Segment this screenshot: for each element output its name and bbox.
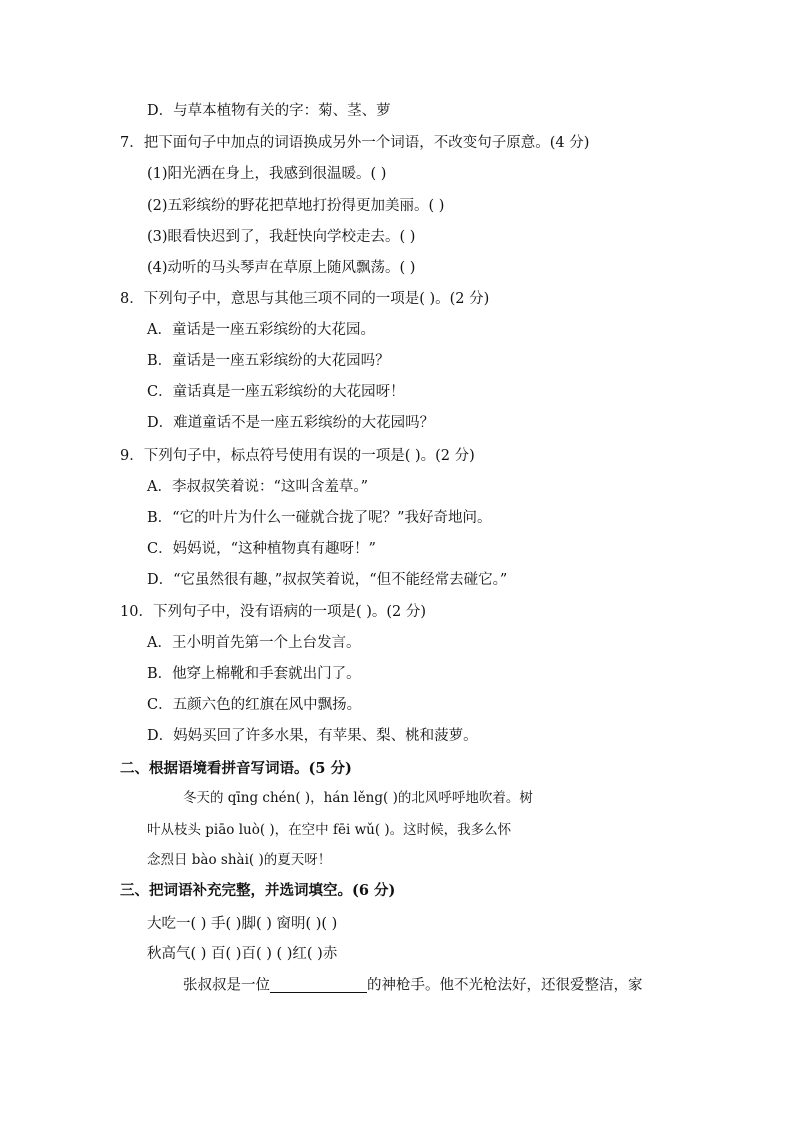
q9-option-b: B．“它的叶片为什么一碰就合拢了呢？”我好奇地问。 (147, 510, 492, 526)
q7-item-4: (4)动听的马头琴声在草原上随风飘荡。( ) (147, 260, 416, 276)
q10-option-c: C．五颜六色的红旗在风中飘扬。 (147, 697, 362, 713)
q9-option-a: A．李叔叔笑着说：“这叫含羞草。” (147, 479, 369, 495)
question-8: 8．下列句子中，意思与其他三项不同的一项是( )。(2 分) (120, 291, 490, 307)
q10-option-b: B．他穿上棉靴和手套就出门了。 (147, 666, 361, 682)
option-6d: D．与草本植物有关的字：菊、茎、萝 (147, 103, 391, 119)
fill-sentence-start: 张叔叔是一位 (183, 977, 270, 994)
pinyin-paragraph-line-3: 念烈日 bào shài( )的夏天呀！ (147, 852, 332, 868)
pinyin-paragraph-line-2: 叶从枝头 piāo luò( )，在空中 fēi wǔ( )。这时候，我多么怀 (147, 822, 512, 838)
fill-sentence-end: 的神枪手。他不光枪法好，还很爱整洁，家 (367, 977, 643, 994)
q10-option-a: A．王小明首先第一个上台发言。 (147, 635, 361, 651)
section-3-heading: 三、把词语补充完整，并选词填空。(6 分) (120, 882, 396, 899)
q7-item-3: (3)眼看快迟到了，我赶快向学校走去。( ) (147, 229, 416, 245)
question-7: 7．把下面句子中加点的词语换成另外一个词语，不改变句子原意。(4 分) (120, 135, 590, 151)
q9-option-d: D．“它虽然很有趣，”叔叔笑着说，“但不能经常去碰它。” (147, 572, 508, 588)
q9-option-c: C．妈妈说，“这种植物真有趣呀！” (147, 541, 376, 557)
q8-option-d: D．难道童话不是一座五彩缤纷的大花园吗？ (147, 415, 435, 431)
q10-option-d: D．妈妈买回了许多水果，有苹果、梨、桃和菠萝。 (147, 728, 478, 744)
pinyin-paragraph-line-1: 冬天的 qīng chén( )，hán lěng( )的北风呼呼地吹着。树 (183, 790, 533, 806)
question-10: 10．下列句子中，没有语病的一项是( )。(2 分) (120, 604, 427, 620)
idiom-row-2: 秋高气( ) 百( )百( ) ( )红( )赤 (147, 946, 338, 962)
idiom-row-1: 大吃一( ) 手( )脚( ) 窗明( )( ) (147, 916, 338, 932)
q8-option-c: C．童话真是一座五彩缤纷的大花园呀！ (147, 384, 405, 400)
section-2-heading: 二、根据语境看拼音写词语。(5 分) (120, 760, 352, 777)
q7-item-2: (2)五彩缤纷的野花把草地打扮得更加美丽。( ) (147, 198, 445, 214)
question-9: 9．下列句子中，标点符号使用有误的一项是( )。(2 分) (120, 448, 475, 464)
fill-sentence (183, 978, 643, 993)
q7-item-1: (1)阳光洒在身上，我感到很温暖。( ) (147, 166, 387, 182)
fill-blank[interactable] (270, 978, 367, 993)
q8-option-a: A．童话是一座五彩缤纷的大花园。 (147, 322, 375, 338)
q8-option-b: B．童话是一座五彩缤纷的大花园吗？ (147, 353, 390, 369)
